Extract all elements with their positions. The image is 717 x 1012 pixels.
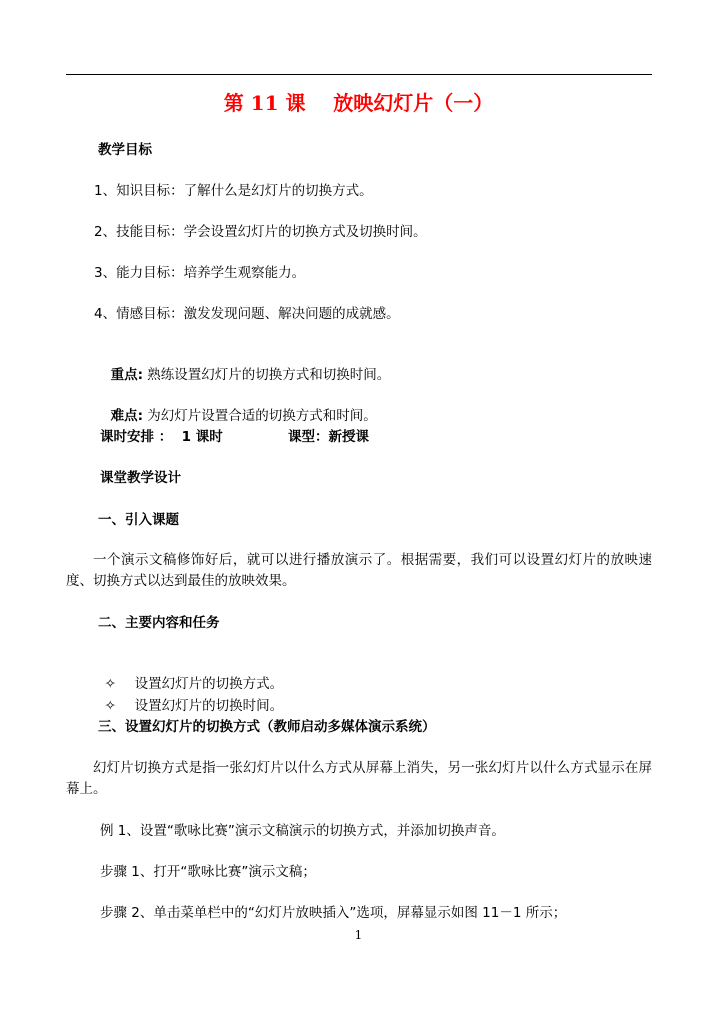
example-text: 例 1、设置“歌咏比赛”演示文稿演示的切换方式，并添加切换声音。 bbox=[100, 823, 505, 839]
list-item-text: 设置幻灯片的切换时间。 bbox=[134, 698, 284, 714]
objective-item-3: 3、能力目标：培养学生观察能力。 bbox=[94, 265, 306, 281]
page-number: 1 bbox=[354, 928, 363, 942]
step-1: 步骤 1、打开“歌咏比赛”演示文稿； bbox=[100, 864, 316, 880]
bullet-icon: ✧ bbox=[104, 698, 116, 714]
key-point-text: 熟练设置幻灯片的切换方式和切换时间。 bbox=[143, 367, 391, 383]
key-point bbox=[102, 345, 390, 385]
header-rule bbox=[66, 74, 652, 75]
objective-item-1: 1、知识目标：了解什么是幻灯片的切换方式。 bbox=[94, 183, 373, 199]
difficult-point-label: 难点: bbox=[110, 408, 143, 424]
schedule-hours: 课时安排 ： 1 课时 bbox=[100, 429, 223, 445]
difficult-point-text: 为幻灯片设置合适的切换方式和时间。 bbox=[143, 408, 377, 424]
section3-paragraph: 幻灯片切换方式是指一张幻灯片以什么方式从屏幕上消失，另一张幻灯片以什么方式显示在屏幕上。 bbox=[66, 760, 652, 797]
key-point-label: 重点: bbox=[110, 367, 143, 383]
section1-paragraph: 一个演示文稿修饰好后，就可以进行播放演示了。根据需要，我们可以设置幻灯片的放映速度、切换方式以达到最佳的放映效果。 bbox=[66, 552, 652, 589]
design-heading: 课堂教学设计 bbox=[100, 470, 181, 486]
section1-heading: 一、引入课题 bbox=[98, 512, 179, 528]
list-item bbox=[96, 676, 283, 716]
page-title: 第 11 课 放映幻灯片（一） bbox=[223, 91, 494, 115]
schedule-type: 课型：新授课 bbox=[288, 429, 369, 445]
objective-item-4: 4、情感目标：激发发现问题、解决问题的成就感。 bbox=[94, 306, 400, 322]
bullet-icon: ✧ bbox=[104, 676, 116, 692]
objective-item-2: 2、技能目标：学会设置幻灯片的切换方式及切换时间。 bbox=[94, 224, 427, 240]
section2-heading: 二、主要内容和任务 bbox=[98, 615, 220, 631]
section3-heading: 三、设置幻灯片的切换方式（教师启动多媒体演示系统） bbox=[98, 719, 436, 735]
step-2: 步骤 2、单击菜单栏中的“幻灯片放映插入”选项，屏幕显示如图 11－1 所示； bbox=[100, 905, 567, 921]
list-item-text: 设置幻灯片的切换方式。 bbox=[134, 676, 284, 692]
objectives-heading: 教学目标 bbox=[98, 142, 152, 158]
difficult-point bbox=[102, 386, 377, 426]
